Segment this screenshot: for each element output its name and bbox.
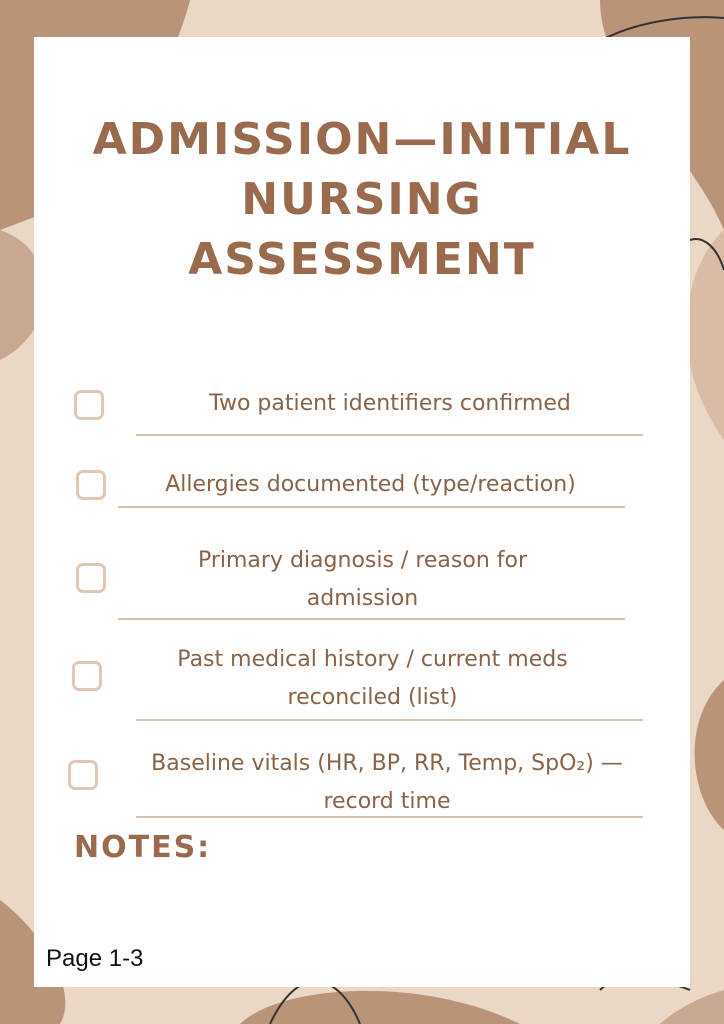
- page-title: [0, 110, 724, 290]
- checkbox-baseline-vitals[interactable]: [68, 760, 98, 790]
- item-underline: [136, 719, 643, 721]
- item-underline: [118, 506, 625, 508]
- checkbox-primary-diagnosis[interactable]: [76, 563, 106, 593]
- checkbox-allergies[interactable]: [76, 470, 106, 500]
- title-line-3: ASSESSMENT: [188, 234, 536, 285]
- title-line-1: ADMISSION—INITIAL: [92, 114, 632, 165]
- item-label-allergies: Allergies documented (type/reaction): [165, 472, 576, 497]
- item-underline: [136, 816, 643, 818]
- item-label-primary-diagnosis: Primary diagnosis / reason for admission: [197, 548, 528, 611]
- item-label-medical-history: Past medical history / current meds reconciled (list): [177, 647, 568, 710]
- notes-label: NOTES:: [74, 830, 212, 865]
- item-label-baseline-vitals: Baseline vitals (HR, BP, RR, Temp, SpO₂) — record time: [151, 751, 623, 814]
- item-underline: [136, 434, 643, 436]
- title-line-2: NURSING: [241, 174, 483, 225]
- page-number: Page 1-3: [46, 945, 144, 972]
- item-label-patient-identifiers: Two patient identifiers confirmed: [209, 391, 571, 416]
- checkbox-patient-identifiers[interactable]: [74, 390, 104, 420]
- item-underline: [118, 618, 625, 620]
- checkbox-medical-history[interactable]: [72, 661, 102, 691]
